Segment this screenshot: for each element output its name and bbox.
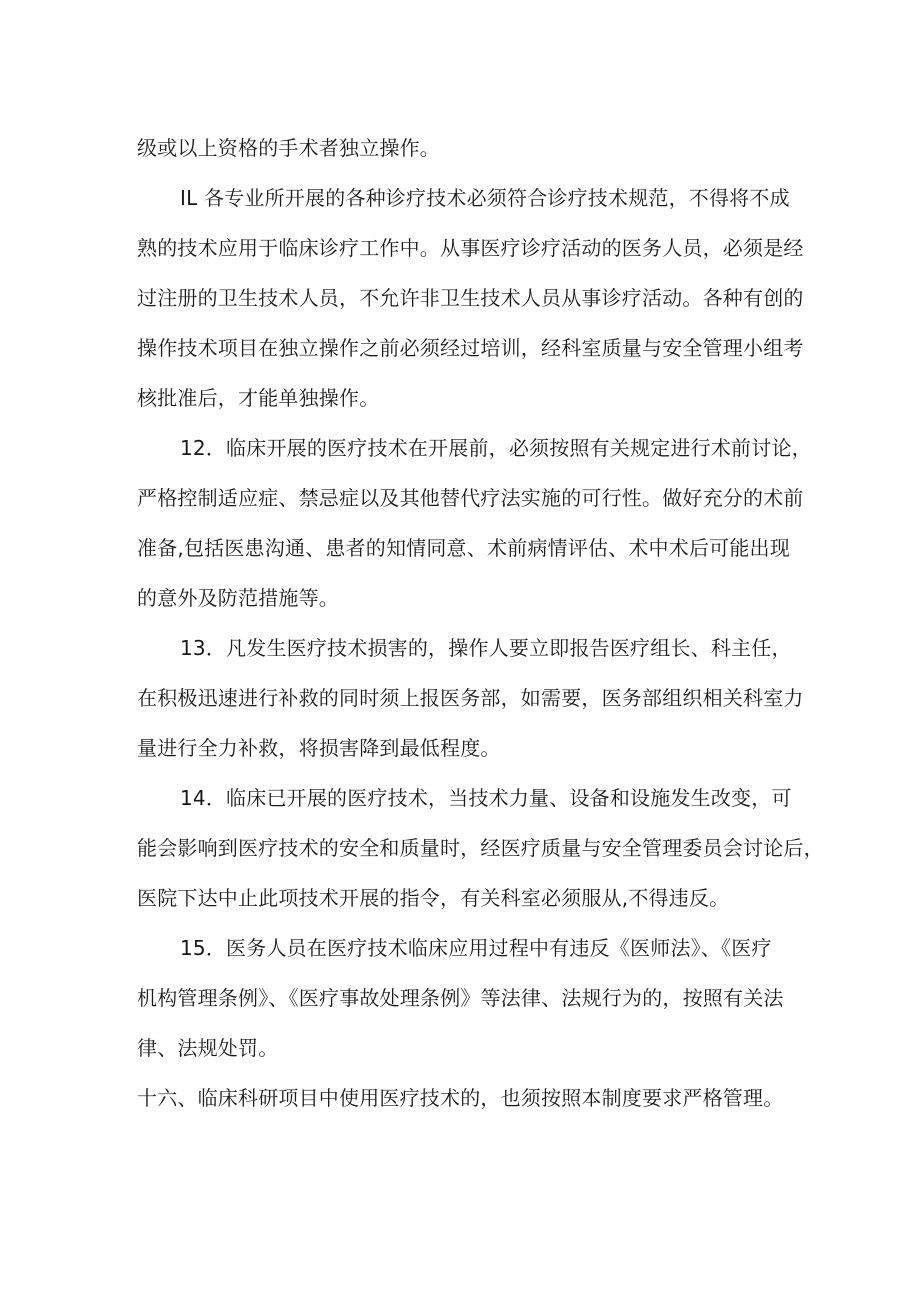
paragraph-line: 过注册的卫生技术人员，不允许非卫生技术人员从事诊疗活动。各种有创的	[137, 286, 804, 310]
paragraph-line: 十六、临床科研项目中使用医疗技术的，也须按照本制度要求严格管理。	[137, 1086, 784, 1110]
paragraph-line: 能会影响到医疗技术的安全和质量时，经医疗质量与安全管理委员会讨论后，	[137, 836, 824, 860]
paragraph-line: 的意外及防范措施等。	[137, 586, 339, 610]
paragraph-line: IL 各专业所开展的各种诊疗技术必须符合诊疗技术规范，不得将不成	[180, 186, 790, 210]
paragraph-line: 量进行全力补救，将损害降到最低程度。	[137, 736, 501, 760]
paragraph-line: 操作技术项目在独立操作之前必须经过培训，经科室质量与安全管理小组考	[137, 336, 804, 360]
paragraph-line: 医院下达中止此项技术开展的指令，有关科室必须服从,不得违反。	[137, 886, 730, 910]
paragraph-line: 核批准后，才能单独操作。	[137, 386, 380, 410]
paragraph-line: 13．凡发生医疗技术损害的，操作人要立即报告医疗组长、科主任，	[180, 636, 792, 660]
paragraph-line: 14．临床已开展的医疗技术，当技术力量、设备和设施发生改变，可	[180, 786, 792, 810]
paragraph-line: 12．临床开展的医疗技术在开展前，必须按照有关规定进行术前讨论，	[180, 436, 812, 460]
paragraph-line: 熟的技术应用于临床诊疗工作中。从事医疗诊疗活动的医务人员，必须是经	[137, 236, 804, 260]
paragraph-line: 在积极迅速进行补救的同时须上报医务部，如需要，医务部组织相关科室力	[137, 686, 804, 710]
paragraph-line: 律、法规处罚。	[137, 1036, 279, 1060]
paragraph-line: 15．医务人员在医疗技术临床应用过程中有违反《医师法》、《医疗	[180, 936, 772, 960]
paragraph-line: 机构管理条例》、《医疗事故处理条例》等法律、法规行为的，按照有关法	[137, 986, 784, 1010]
paragraph-line: 准备,包括医患沟通、患者的知情同意、术前病情评估、术中术后可能出现	[137, 536, 790, 560]
paragraph-line: 级或以上资格的手术者独立操作。	[137, 136, 440, 160]
paragraph-line: 严格控制适应症、禁忌症以及其他替代疗法实施的可行性。做好充分的术前	[137, 486, 804, 510]
